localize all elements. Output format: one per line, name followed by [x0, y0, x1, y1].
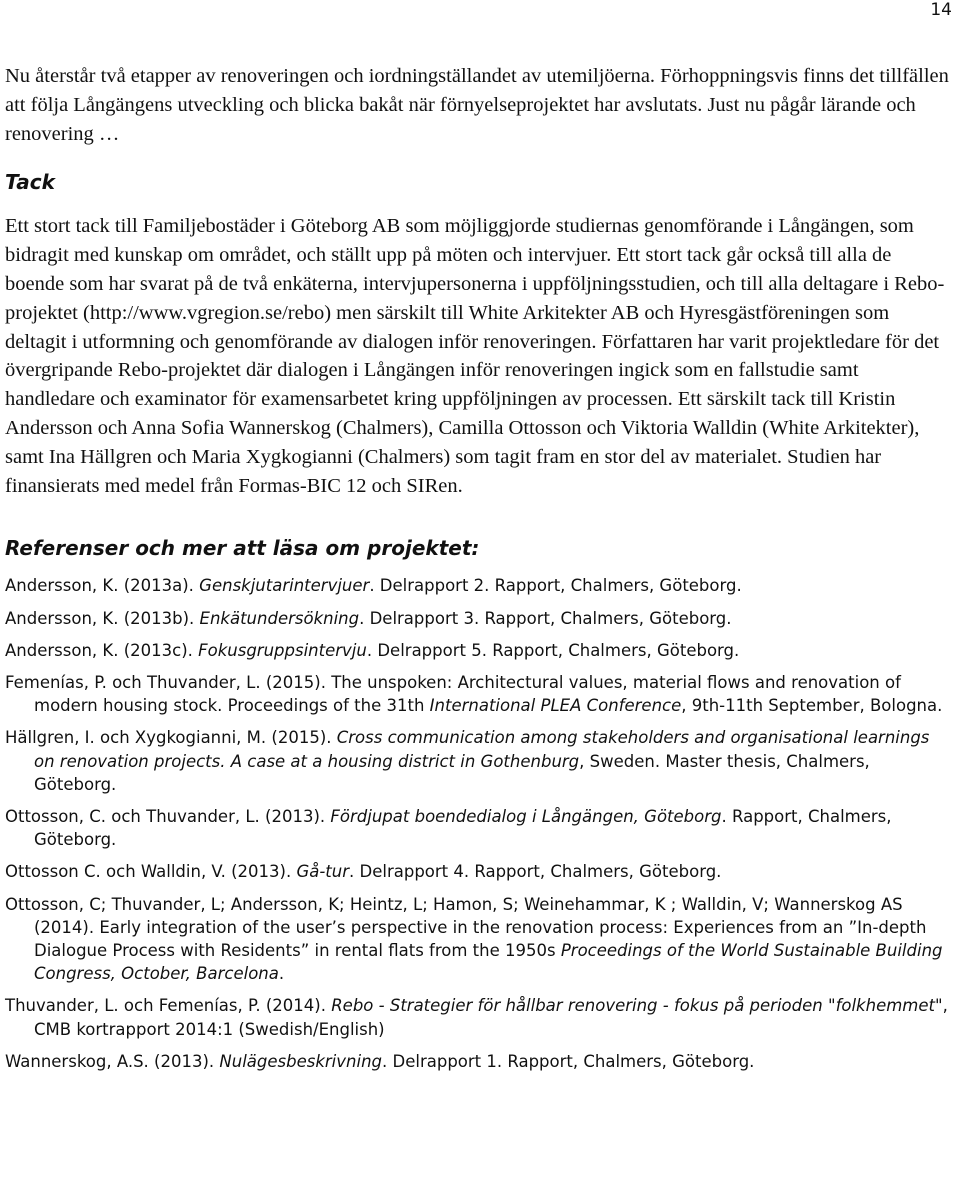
- reference-item: Ottosson C. och Walldin, V. (2013). Gå-tur. Delrapport 4. Rapport, Chalmers, Göteborg.: [5, 862, 722, 882]
- reference-item: Ottosson, C. och Thuvander, L. (2013). Fördjupat boendedialog i Långängen, Göteborg. Rapport, Chalmers, Göteborg.: [5, 806, 892, 850]
- references-heading: Referenser och mer att läsa om projektet:: [5, 536, 480, 561]
- intro-paragraph: Nu återstår två etapper av renoveringen och iordningställandet av utemiljöerna. Förhoppningsvis finns det tillfällen att följa Långängens utveckling och blicka bakåt när förnyelseprojektet har avslutats. Just nu pågår lärande och renovering …: [5, 65, 949, 145]
- document-body: [5, 62, 953, 1082]
- reference-item: Wannerskog, A.S. (2013). Nulägesbeskrivning. Delrapport 1. Rapport, Chalmers, Göteborg.: [5, 1051, 755, 1071]
- reference-item: Thuvander, L. och Femenías, P. (2014). Rebo - Strategier för hållbar renovering - fokus på perioden "folkhemmet", CMB kortrapport 2014:1 (Swedish/English): [5, 996, 948, 1039]
- reference-item: Hällgren, I. och Xygkogianni, M. (2015). Cross communication among stakeholders and organisational learnings on renovation projects. A case at a housing district in Gothenburg, Sweden. Master thesis, Chalmers, Göteborg.: [5, 728, 930, 794]
- reference-list: [5, 574, 953, 1073]
- reference-item: Ottosson, C; Thuvander, L; Andersson, K; Heintz, L; Hamon, S; Weinehammar, K ; Walldin, V; Wannerskog AS (2014). Early integration of the user’s perspective in the renovation process: Experiences from an ”In-depth Dialogue Process with Residents” in rental flats from the 1950s Proceedings of the World Sustainable Building Congress, October, Barcelona.: [5, 894, 943, 984]
- tack-heading: Tack: [5, 170, 55, 195]
- tack-paragraph: Ett stort tack till Familjebostäder i Göteborg AB som möjliggjorde studiernas genomförande i Långängen, som bidragit med kunskap om området, och ställt upp på möten och intervjuer. Ett stort tack går också till alla de boende som har svarat på de två enkäterna, intervjupersonerna i uppföljningsstudien, och till alla deltagare i Rebo-projektet (http://www.vgregion.se/rebo) men särskilt till White Arkitekter AB och Hyresgästföreningen som deltagit i utformning och genomförande av dialogen inför renoveringen. Författaren har varit projektledare för det övergripande Rebo-projektet där dialogen i Långängen inför renoveringen ingick som en fallstudie samt handledare och examinator för examensarbetet kring uppföljningen av processen. Ett särskilt tack till Kristin Andersson och Anna Sofia Wannerskog (Chalmers), Camilla Ottosson och Viktoria Walldin (White Arkitekter), samt Ina Hällgren och Maria Xygkogianni (Chalmers) som tagit fram en stor del av materialet. Studien har finansierats med medel från Formas-BIC 12 och SIRen.: [5, 215, 945, 497]
- reference-item: Femenías, P. och Thuvander, L. (2015). The unspoken: Architectural values, material flows and renovation of modern housing stock. Proceedings of the 31th International PLEA Conference, 9th-11th September, Bologna.: [5, 672, 943, 716]
- reference-item: Andersson, K. (2013b). Enkätundersökning. Delrapport 3. Rapport, Chalmers, Göteborg.: [5, 608, 732, 628]
- page-number: 14: [930, 0, 952, 20]
- reference-item: Andersson, K. (2013c). Fokusgruppsintervju. Delrapport 5. Rapport, Chalmers, Göteborg.: [5, 640, 740, 660]
- reference-item: Andersson, K. (2013a). Genskjutarintervjuer. Delrapport 2. Rapport, Chalmers, Göteborg.: [5, 576, 742, 596]
